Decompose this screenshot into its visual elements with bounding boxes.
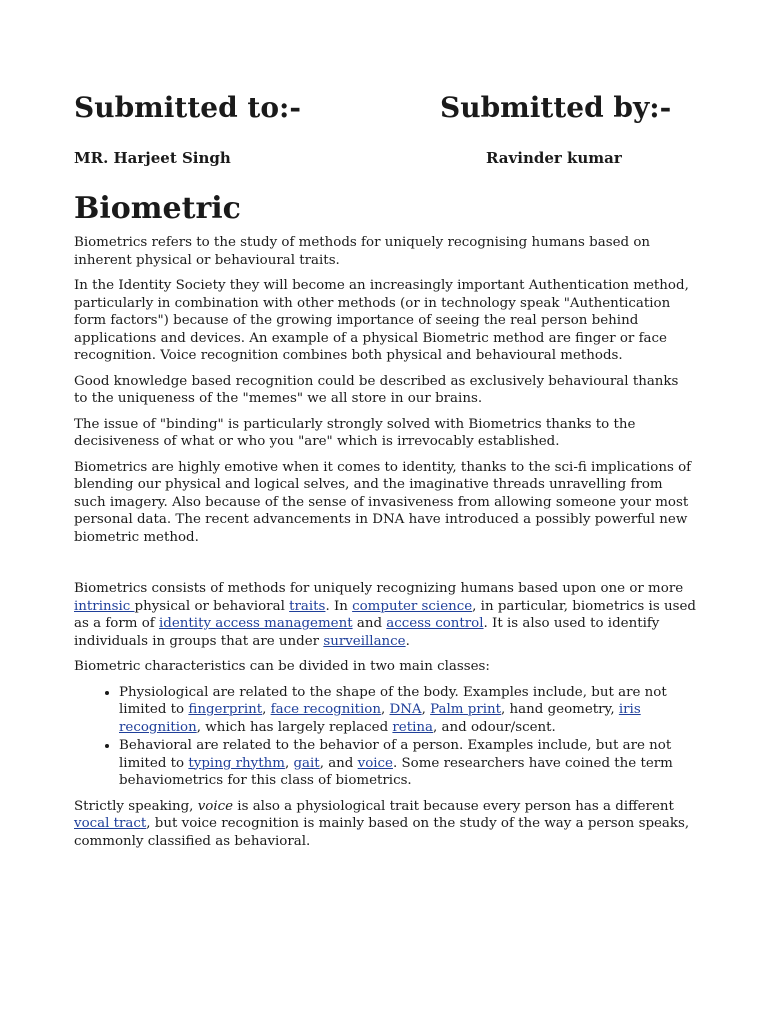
link-access-control[interactable]: access control: [386, 616, 484, 631]
link-intrinsic[interactable]: intrinsic: [74, 598, 135, 614]
text-span: , hand geometry,: [501, 702, 619, 717]
text-span: ,: [380, 702, 390, 717]
link-voice[interactable]: voice: [357, 755, 393, 771]
text-span: ,: [284, 755, 294, 771]
paragraph-identity-society: In the Identity Society they will become an increasingly important Authentication method, particularly in combination with other methods (or in technology speak "Authentication form factors") because of the growing importance of seeing the real person behind applications and devices. An example of a physical Biometric method are finger or face recognition. Voice recognition combines both physical and behavioural methods.: [74, 278, 689, 363]
text-span: physical or behavioral: [134, 598, 290, 614]
submission-header: [74, 90, 696, 130]
text-span: , and: [319, 755, 358, 771]
text-span: Strictly speaking,: [74, 798, 198, 814]
list-item-physiological: [119, 684, 696, 737]
text-span: , but voice recognition is mainly based on the study of the way a person speaks, commonly classified as behavioral.: [74, 816, 690, 849]
text-span: ,: [262, 702, 271, 717]
paragraph-wiki-intro: [74, 580, 696, 650]
paragraph-knowledge: Good knowledge based recognition could be described as exclusively behavioural thanks to the uniqueness of the "memes" we all store in our brains.: [74, 373, 679, 406]
paragraph-binding: The issue of "binding" is particularly strongly solved with Biometrics thanks to the decisiveness of what or who you "are" which is irrevocably established.: [74, 416, 636, 449]
submission-names: [74, 147, 696, 169]
paragraph-voice-note: [74, 798, 696, 851]
link-palm-print[interactable]: Palm print: [430, 702, 502, 717]
link-computer-science[interactable]: computer science: [352, 598, 473, 614]
text-span: . It is also used to identify individuals in groups that are under: [74, 616, 660, 649]
text-span: ,: [421, 702, 431, 717]
submitted-by-name: Ravinder kumar: [486, 149, 622, 167]
link-identity-access-management[interactable]: identity access management: [159, 616, 353, 631]
text-span: Physiological are related to the shape of the body. Examples include, but are not limited to: [119, 684, 667, 717]
paragraph-definition: Biometrics refers to the study of methods for uniquely recognising humans based on inherent physical or behavioural traits.: [74, 235, 651, 268]
link-dna[interactable]: DNA: [389, 702, 422, 717]
submitted-to-name: MR. Harjeet Singh: [74, 149, 231, 167]
paragraph-classes-intro: Biometric characteristics can be divided in two main classes:: [74, 659, 490, 674]
link-vocal-tract[interactable]: vocal tract: [74, 816, 147, 831]
link-iris-recognition[interactable]: iris recognition: [119, 702, 641, 735]
link-typing-rhythm[interactable]: typing rhythm: [188, 755, 285, 771]
link-surveillance[interactable]: surveillance: [323, 633, 406, 649]
link-retina[interactable]: retina: [392, 719, 434, 735]
link-traits[interactable]: traits: [289, 598, 326, 614]
classes-list: [74, 684, 696, 790]
submitted-by-heading: Submitted by:-: [440, 91, 672, 124]
section-spacer: [74, 554, 696, 580]
link-gait[interactable]: gait: [293, 755, 320, 771]
link-fingerprint[interactable]: fingerprint: [188, 702, 263, 717]
paragraph-emotive: Biometrics are highly emotive when it comes to identity, thanks to the sci-fi implications of blending our physical and logical selves, and the imaginative threads unravelling from such imagery. Also because of the sense of invasiveness from allowing someone your most personal data. The recent advancements in DNA have introduced a possibly powerful new biometric method.: [74, 459, 692, 545]
text-span: , which has largely replaced: [196, 719, 393, 735]
link-face-recognition[interactable]: face recognition: [270, 702, 381, 717]
text-span: is also a physiological trait because every person has a different: [233, 798, 674, 814]
text-span: and: [352, 616, 387, 631]
text-span: , in particular, biometrics is used as a form of: [74, 598, 696, 631]
text-span: Biometrics consists of methods for uniquely recognizing humans based upon one or more: [74, 581, 684, 596]
text-span: Behavioral are related to the behavior of a person. Examples include, but are not limited to: [119, 738, 672, 771]
text-span: . In: [325, 598, 353, 614]
emphasis-voice: voice: [197, 798, 234, 814]
text-span: , and odour/scent.: [433, 719, 556, 735]
list-item-behavioral: [119, 737, 696, 790]
document-body: [74, 234, 696, 858]
submitted-to-heading: Submitted to:-: [74, 91, 301, 124]
text-span: .: [405, 633, 410, 649]
text-span: . Some researchers have coined the term behaviometrics for this class of biometrics.: [119, 755, 673, 788]
document-title: Biometric: [74, 191, 241, 226]
